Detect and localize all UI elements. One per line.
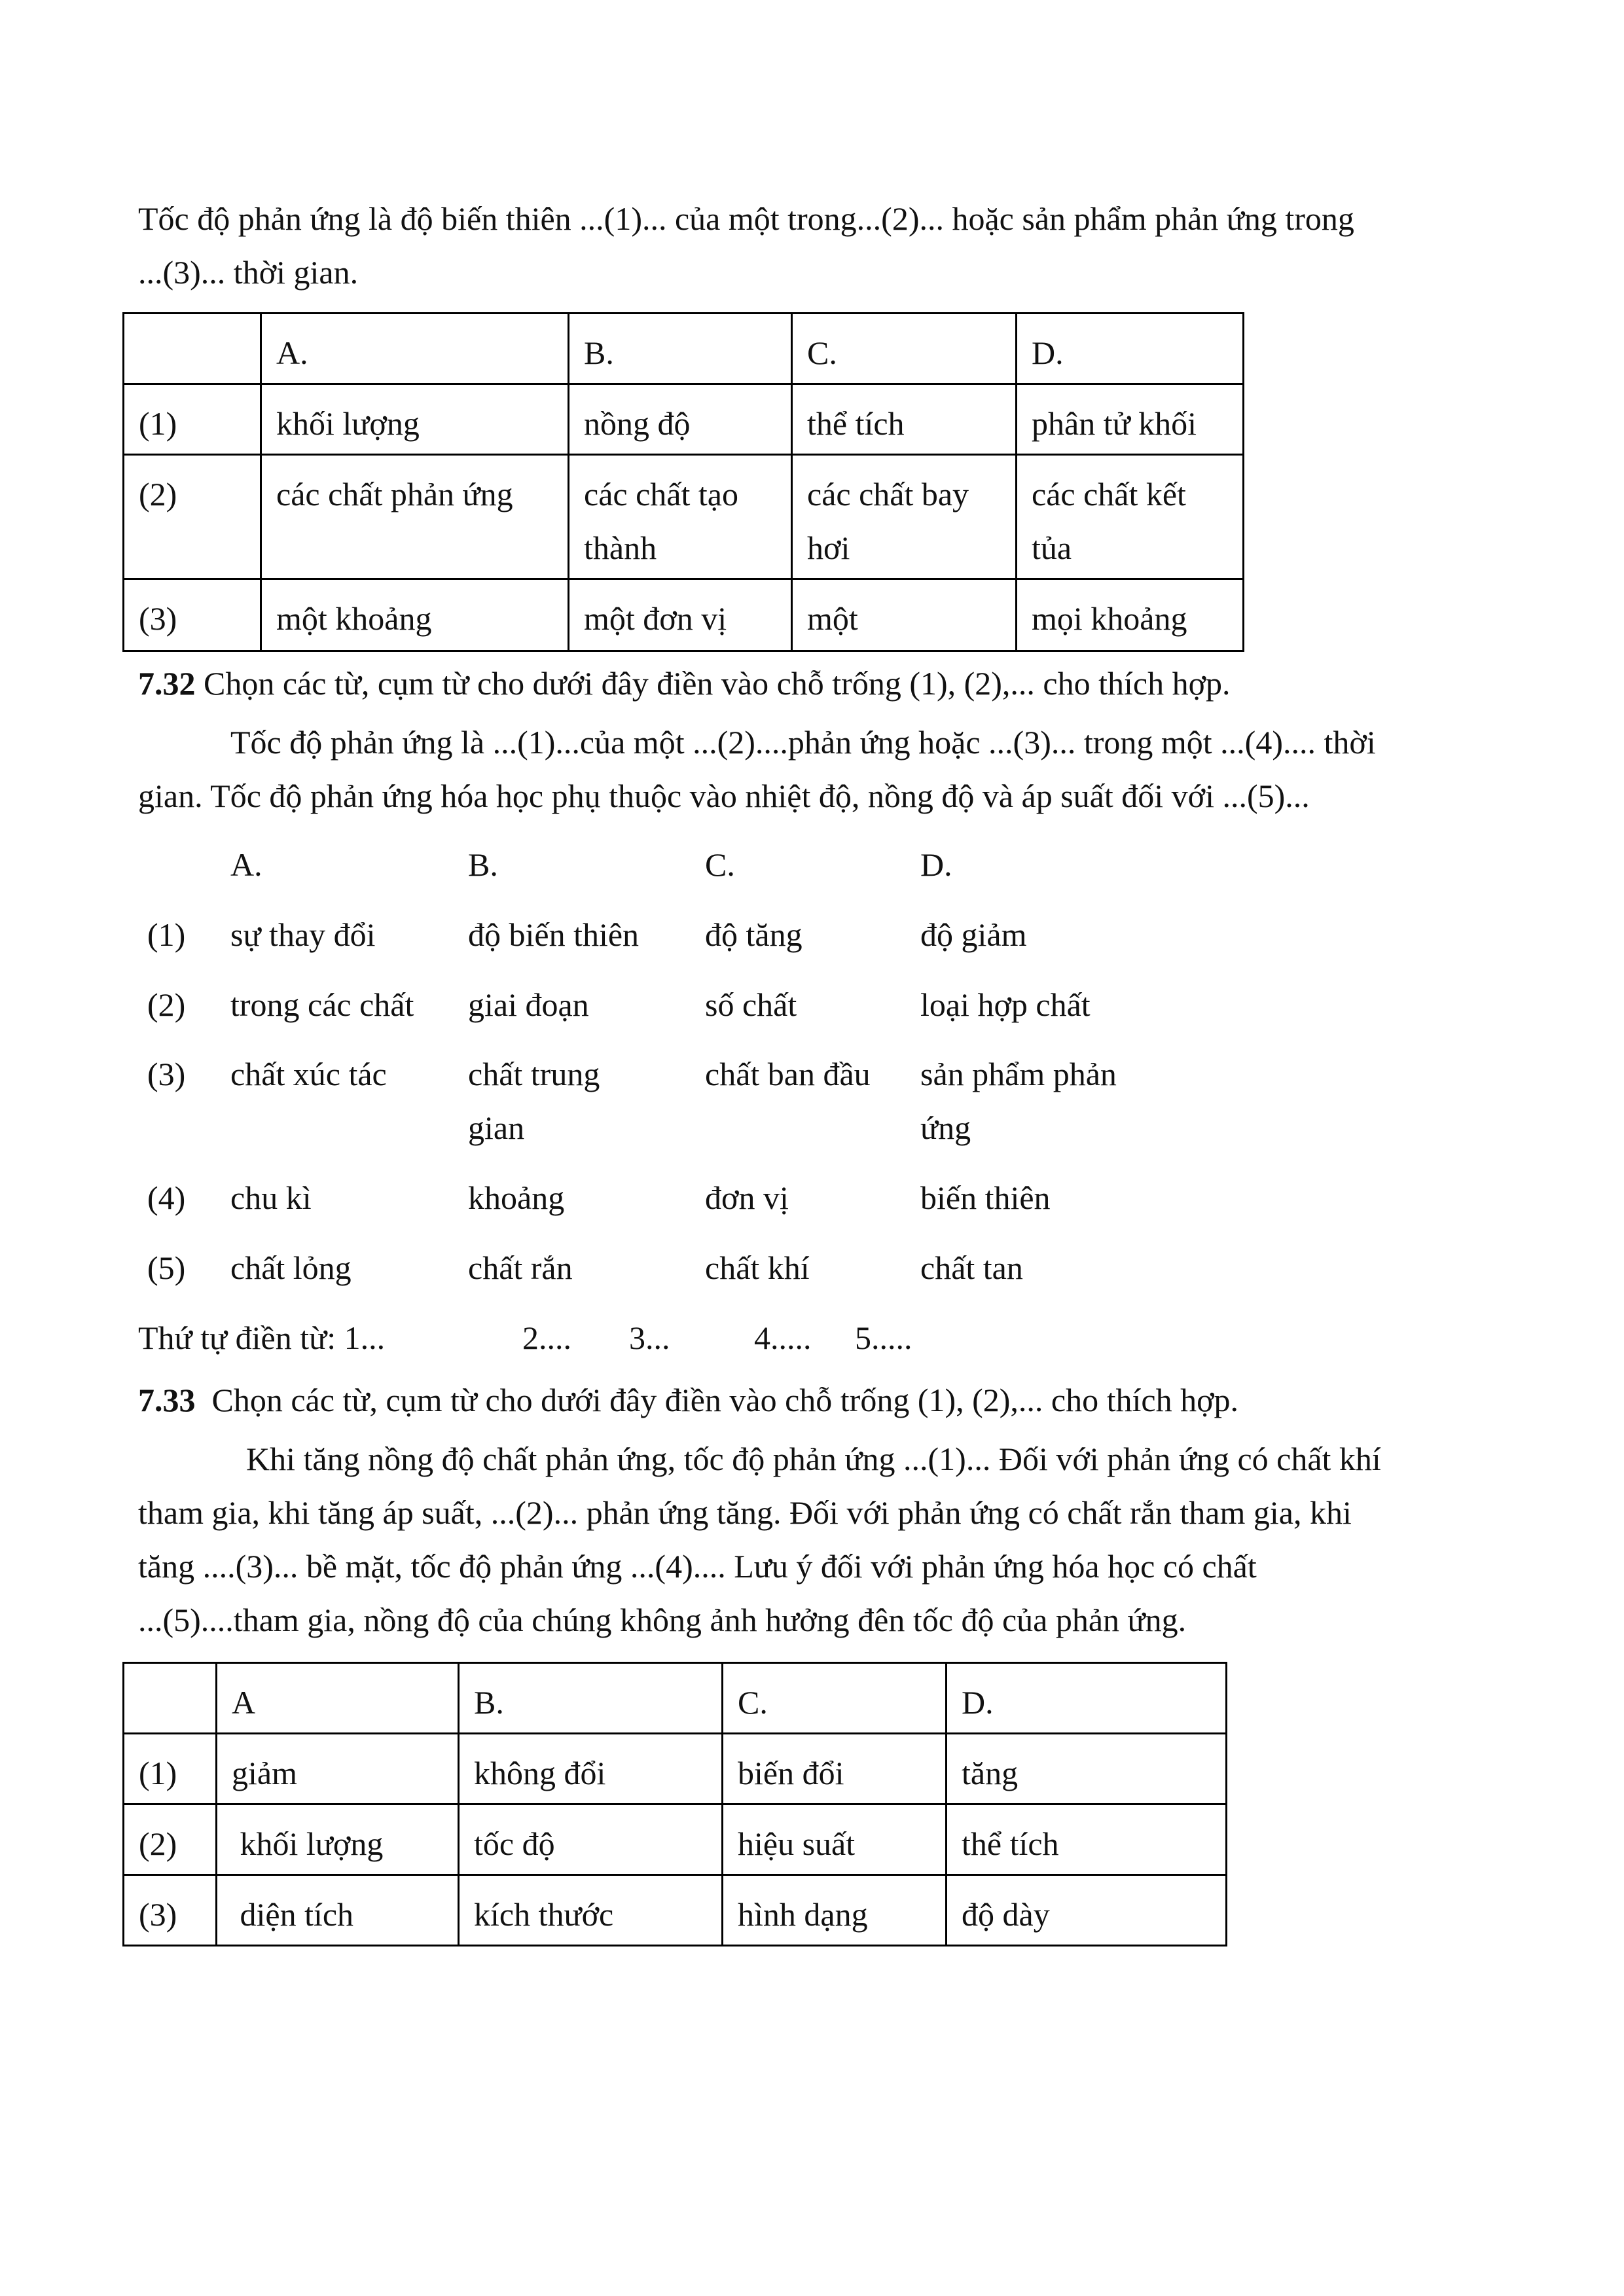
answer-order-5: 5..... <box>855 1319 912 1356</box>
cell-b: kích thước <box>459 1875 723 1946</box>
option-d: độ giảm <box>920 916 1027 953</box>
header-cell-c: C. <box>723 1663 947 1734</box>
option-a: chất lỏng <box>230 1249 352 1286</box>
cell-a: giảm <box>217 1734 459 1804</box>
option-b-line-2: gian <box>468 1109 525 1146</box>
header-cell-a: A <box>217 1663 459 1734</box>
option-a: chu kì <box>230 1179 312 1216</box>
table-row <box>124 455 1244 579</box>
table-row <box>124 384 1244 455</box>
cell-a: khối lượng <box>261 384 569 455</box>
cell-c-line-2: hơi <box>807 529 850 566</box>
option-row-label: (2) <box>147 986 186 1023</box>
cell-d: tăng <box>947 1734 1227 1804</box>
table-fill-blank-3 <box>122 1662 1227 1946</box>
option-c: chất ban đầu <box>705 1056 871 1092</box>
cell-b: nồng độ <box>569 384 792 455</box>
option-c: độ tăng <box>705 916 803 953</box>
cell-b-line-2: thành <box>584 529 657 566</box>
cell-d-line-2: tủa <box>1032 529 1072 566</box>
header-cell-a: A. <box>261 314 569 384</box>
cell-a: một khoảng <box>261 579 569 651</box>
option-a: sự thay đổi <box>230 916 376 953</box>
option-a: trong các chất <box>230 986 414 1023</box>
option-c: chất khí <box>705 1249 810 1286</box>
cell-d: phân tử khối <box>1017 384 1244 455</box>
header-cell-c: C. <box>792 314 1017 384</box>
header-cell-d: D. <box>1017 314 1244 384</box>
cell-c: hiệu suất <box>723 1804 947 1875</box>
intro-line-2: ...(3)... thời gian. <box>138 254 359 291</box>
cell-c: hình dạng <box>723 1875 947 1946</box>
cell-c <box>792 455 1017 579</box>
row-label: (3) <box>124 1875 217 1946</box>
table-fill-blank-1 <box>122 312 1244 652</box>
question-number: 7.32 <box>138 665 196 702</box>
header-cell-d: D. <box>947 1663 1227 1734</box>
row-label: (2) <box>124 455 261 579</box>
answer-order-label: Thứ tự điền từ: 1... <box>138 1319 386 1356</box>
answer-order-2: 2.... <box>522 1319 571 1356</box>
question-7-33-line-3: tăng ....(3)... bề mặt, tốc độ phản ứng ...(4).... Lưu ý đối với phản ứng hóa học có chất <box>138 1548 1257 1585</box>
row-label: (3) <box>124 579 261 651</box>
cell-b: một đơn vị <box>569 579 792 651</box>
option-row-label: (3) <box>147 1056 186 1092</box>
header-cell-empty <box>124 1663 217 1734</box>
question-7-33-line-1: Khi tăng nồng độ chất phản ứng, tốc độ phản ứng ...(1)... Đối với phản ứng có chất khí <box>246 1441 1381 1477</box>
header-cell-b: B. <box>459 1663 723 1734</box>
cell-c: một <box>792 579 1017 651</box>
question-prompt-text: Chọn các từ, cụm từ cho dưới đây điền vào chỗ trống (1), (2),... cho thích hợp. <box>204 665 1231 702</box>
option-c: đơn vị <box>705 1179 789 1216</box>
option-header-c: C. <box>705 846 735 883</box>
table-row <box>124 579 1244 651</box>
cell-d: thể tích <box>947 1804 1227 1875</box>
header-cell-empty <box>124 314 261 384</box>
cell-d: độ dày <box>947 1875 1227 1946</box>
cell-d: mọi khoảng <box>1017 579 1244 651</box>
table-header-row <box>124 314 1244 384</box>
row-label: (1) <box>124 1734 217 1804</box>
cell-b: không đổi <box>459 1734 723 1804</box>
cell-b-line-1: các chất tạo <box>584 476 738 512</box>
option-row-label: (5) <box>147 1249 186 1286</box>
table-header-row <box>124 1663 1227 1734</box>
answer-order-4: 4..... <box>754 1319 812 1356</box>
option-d: chất tan <box>920 1249 1023 1286</box>
option-b: chất rắn <box>468 1249 573 1286</box>
table-row <box>124 1875 1227 1946</box>
cell-c: thể tích <box>792 384 1017 455</box>
option-c: số chất <box>705 986 797 1023</box>
question-prompt-text: Chọn các từ, cụm từ cho dưới đây điền vào chỗ trống (1), (2),... cho thích hợp. <box>211 1382 1239 1418</box>
option-header-d: D. <box>920 846 952 883</box>
option-header-b: B. <box>468 846 498 883</box>
option-d: loại hợp chất <box>920 986 1091 1023</box>
question-7-32-prompt <box>138 656 1231 710</box>
row-label: (1) <box>124 384 261 455</box>
option-b-line-1: chất trung <box>468 1056 600 1092</box>
cell-d-line-1: các chất kết <box>1032 476 1186 512</box>
answer-order-3: 3... <box>629 1319 670 1356</box>
option-d-line-1: sản phẩm phản <box>920 1056 1117 1092</box>
option-d: biến thiên <box>920 1179 1051 1216</box>
option-b: giai đoạn <box>468 986 589 1023</box>
question-7-32-line-2: gian. Tốc độ phản ứng hóa học phụ thuộc vào nhiệt độ, nồng độ và áp suất đối với ...(5)... <box>138 778 1310 814</box>
option-d-line-2: ứng <box>920 1109 971 1146</box>
cell-b <box>569 455 792 579</box>
cell-a: khối lượng <box>217 1804 459 1875</box>
question-7-33-line-2: tham gia, khi tăng áp suất, ...(2)... phản ứng tăng. Đối với phản ứng có chất rắn tham gia, khi <box>138 1494 1352 1531</box>
table-row <box>124 1804 1227 1875</box>
cell-c: biến đổi <box>723 1734 947 1804</box>
question-7-33-prompt <box>138 1373 1238 1427</box>
question-7-32-line-1: Tốc độ phản ứng là ...(1)...của một ...(2)....phản ứng hoặc ...(3)... trong một ...(4).... thời <box>230 724 1376 761</box>
option-b: độ biến thiên <box>468 916 640 953</box>
option-row-label: (1) <box>147 916 186 953</box>
option-header-a: A. <box>230 846 262 883</box>
table-row <box>124 1734 1227 1804</box>
cell-d <box>1017 455 1244 579</box>
cell-a: các chất phản ứng <box>261 455 569 579</box>
option-row-label: (4) <box>147 1179 186 1216</box>
question-7-33-line-4: ...(5)....tham gia, nồng độ của chúng không ảnh hưởng đên tốc độ của phản ứng. <box>138 1602 1187 1638</box>
option-a: chất xúc tác <box>230 1056 387 1092</box>
cell-c-line-1: các chất bay <box>807 476 969 512</box>
row-label: (2) <box>124 1804 217 1875</box>
header-cell-b: B. <box>569 314 792 384</box>
cell-a: diện tích <box>217 1875 459 1946</box>
intro-line-1: Tốc độ phản ứng là độ biến thiên ...(1)... của một trong...(2)... hoặc sản phẩm phản ứng trong <box>138 200 1354 237</box>
option-b: khoảng <box>468 1179 565 1216</box>
cell-b: tốc độ <box>459 1804 723 1875</box>
question-number: 7.33 <box>138 1382 196 1418</box>
